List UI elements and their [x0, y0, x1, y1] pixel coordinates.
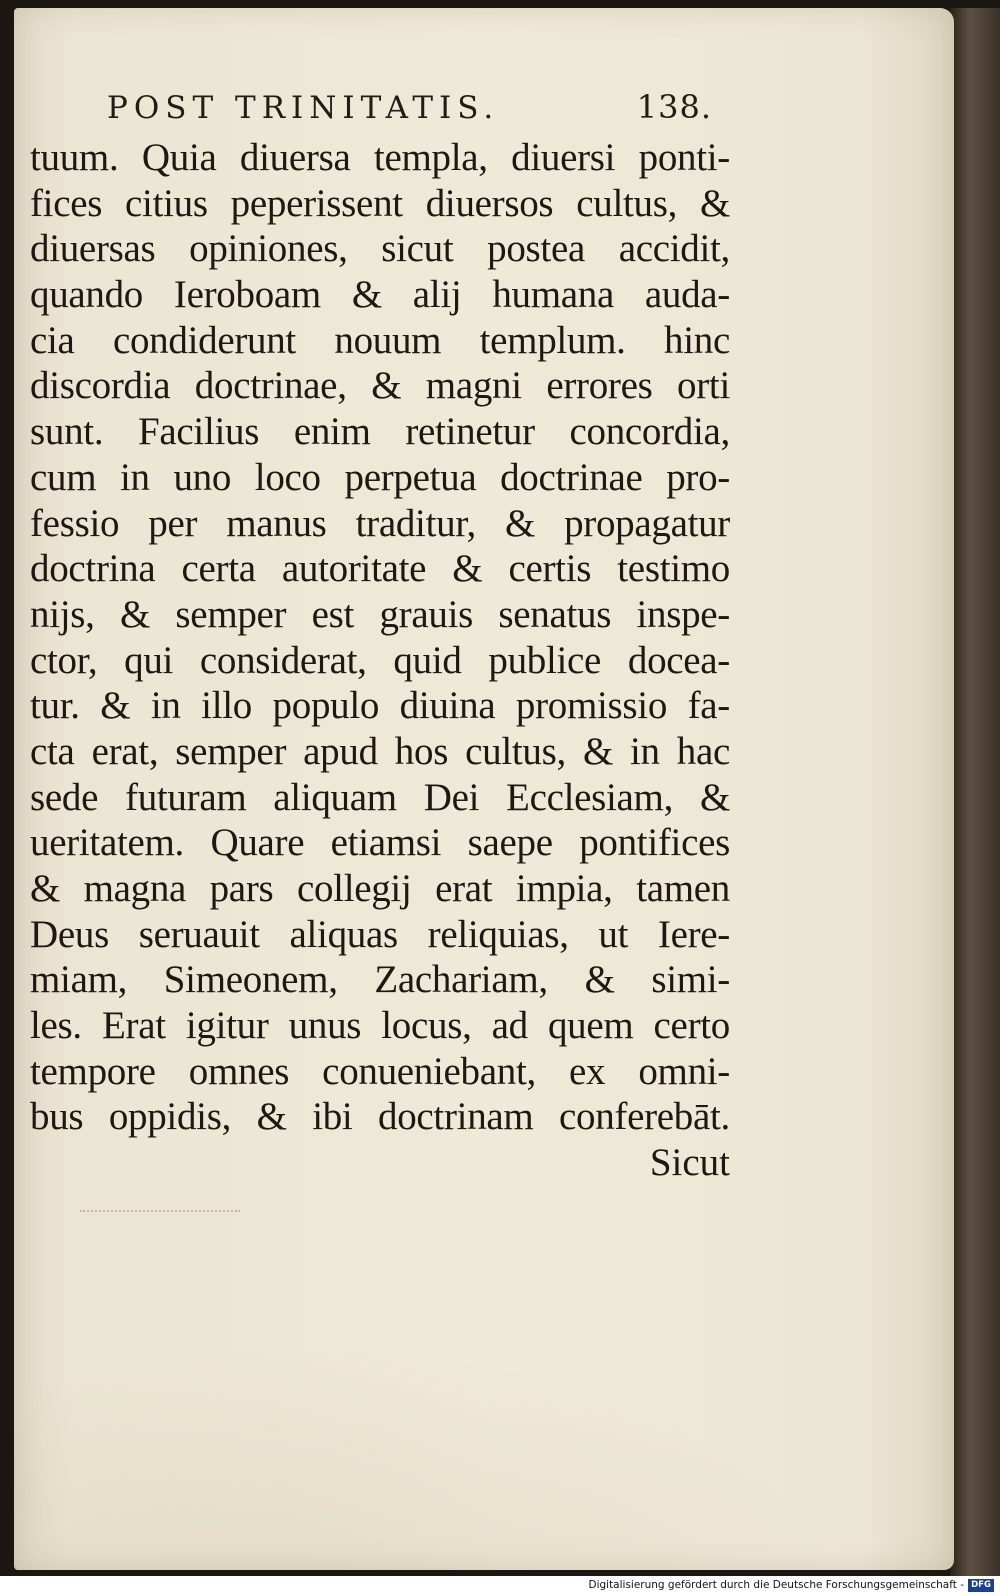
- paper-stain: [14, 1298, 954, 1570]
- text-line: Deus seruauit aliquas reliquias, ut Iere-: [30, 912, 730, 956]
- text-line: fessio per manus traditur, & propagatur: [30, 501, 730, 545]
- text-line: quando Ieroboam & alij humana auda-: [30, 273, 730, 317]
- page-blemish: [80, 1210, 240, 1214]
- funding-credit: Digitalisierung gefördert durch die Deutsche Forschungsgemeinschaft -: [588, 1579, 964, 1591]
- text-block: [30, 135, 730, 1186]
- text-line: miam, Simeonem, Zachariam, & simi-: [30, 958, 730, 1002]
- text-line: ueritatem. Quare etiamsi saepe pontifices: [30, 821, 730, 865]
- running-head: POST TRINITATIS.: [107, 90, 500, 126]
- text-line: tuum. Quia diuersa templa, diuersi ponti-: [30, 136, 730, 179]
- text-line: doctrina certa autoritate & certis testimo: [30, 547, 730, 591]
- text-line: fices citius peperissent diuersos cultus, &: [30, 181, 730, 225]
- text-line: sede futuram aliquam Dei Ecclesiam, &: [30, 775, 730, 819]
- page-header: [62, 84, 712, 134]
- text-line: discordia doctrinae, & magni errores orti: [30, 364, 730, 408]
- text-line: bus oppidis, & ibi doctrinam conferebāt.: [30, 1095, 730, 1139]
- text-line: diuersas opiniones, sicut postea accidit,: [30, 227, 730, 271]
- book-edge: [950, 8, 1000, 1578]
- page-number: 138.: [636, 88, 712, 126]
- text-line: ctor, qui considerat, quid publice docea-: [30, 638, 730, 682]
- text-line: les. Erat igitur unus locus, ad quem certo: [30, 1004, 730, 1048]
- dfg-logo: DFG: [968, 1579, 994, 1592]
- text-line: nijs, & semper est grauis senatus inspe-: [30, 592, 730, 636]
- text-line: sunt. Facilius enim retinetur concordia,: [30, 410, 730, 454]
- text-line: cum in uno loco perpetua doctrinae pro-: [30, 455, 730, 499]
- text-line: tempore omnes conueniebant, ex omni-: [30, 1049, 730, 1093]
- footer-strip: [0, 1576, 1000, 1596]
- catchword: Sicut: [649, 1141, 730, 1185]
- text-line: cta erat, semper apud hos cultus, & in hac: [30, 729, 730, 773]
- text-line: tur. & in illo populo diuina promissio fa-: [30, 684, 730, 728]
- text-line: & magna pars collegij erat impia, tamen: [30, 867, 730, 910]
- text-line: cia condiderunt nouum templum. hinc: [30, 318, 730, 362]
